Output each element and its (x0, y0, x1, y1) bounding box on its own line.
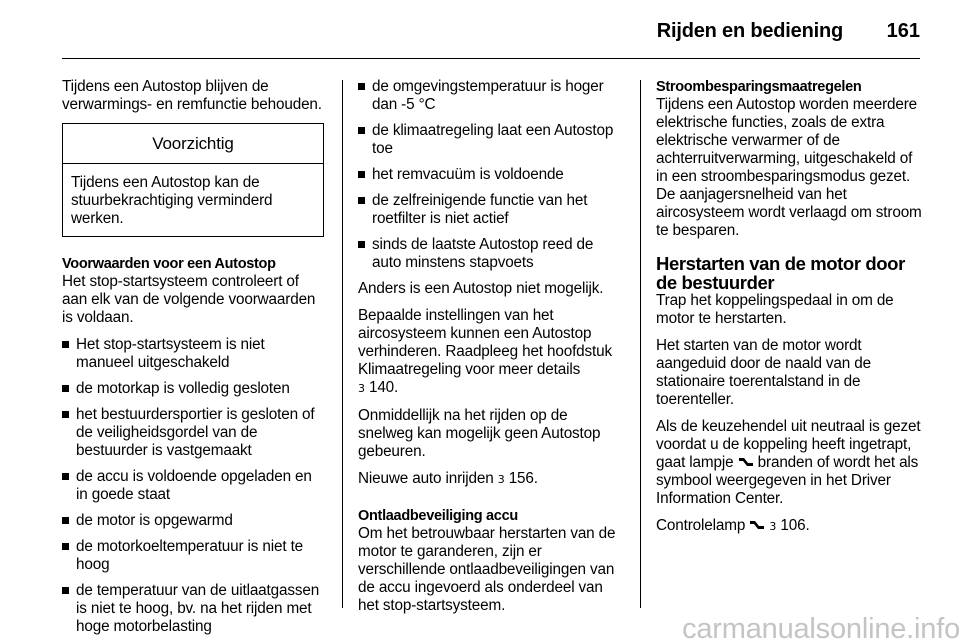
page-ref-arrow-icon: 3 (769, 520, 777, 533)
control-lamp-page-ref[interactable]: 106. (780, 517, 810, 534)
list-item: het bestuurdersportier is gesloten of de veiligheidsgordel van de bestuurder is vastgemaakt (62, 406, 324, 460)
new-car-text: Nieuwe auto inrijden (358, 470, 494, 487)
new-car-paragraph (358, 470, 624, 489)
list-item: de klimaatregeling laat een Autostop toe (358, 122, 624, 158)
warning-body: Tijdens een Autostop kan de stuurbekrachtiging verminderd werken. (71, 174, 273, 227)
stop-start-lamp-icon (738, 456, 754, 468)
restart-paragraph-3 (656, 418, 922, 508)
settings-page-ref[interactable]: 140. (368, 379, 399, 396)
list-item: de accu is voldoende opgeladen en in goede staat (62, 468, 324, 504)
page-ref-arrow-icon: 3 (358, 382, 365, 395)
list-item: het remvacuüm is voldoende (358, 166, 624, 184)
list-item: de motor is opgewarmd (62, 512, 324, 530)
list-item: de omgevingstemperatuur is hoger dan -5 °C (358, 78, 624, 114)
control-lamp-text: Controlelamp (656, 517, 746, 534)
warning-title: Voorzichtig (63, 124, 323, 164)
column-1 (62, 78, 324, 644)
discharge-body: Om het betrouwbaar herstarten van de motor te garanderen, zijn er verschillende ontlaadbeveiligingen van de accu ingevoerd als onderdeel van het stop-startsysteem. (358, 525, 616, 614)
conditions-intro: Het stop-startsysteem controleert of aan elk van de volgende voorwaarden is voldaan. (62, 273, 316, 326)
restart-p3-text-before: Als de keuzehendel uit neutraal is gezet voordat u de koppeling heeft ingetrapt, gaat lampje (656, 418, 921, 471)
restart-heading: Herstarten van de motor door de bestuurder (656, 253, 905, 293)
conditions-heading: Voorwaarden voor een Autostop (62, 256, 276, 272)
settings-paragraph (358, 307, 624, 398)
warning-box (62, 123, 324, 237)
intro-paragraph: Tijdens een Autostop blijven de verwarmings- en remfunctie behouden. (62, 78, 322, 113)
page-number: 161 (886, 20, 920, 42)
list-item: Het stop-startsysteem is niet manueel uitgeschakeld (62, 336, 324, 372)
column-3 (656, 78, 922, 545)
list-item: de motorkoeltemperatuur is niet te hoog (62, 538, 324, 574)
column-divider-2 (640, 80, 641, 608)
highway-paragraph: Onmiddellijk na het rijden op de snelweg kan mogelijk geen Autostop gebeuren. (358, 407, 601, 460)
otherwise-paragraph: Anders is een Autostop niet mogelijk. (358, 280, 604, 297)
header-rule (62, 58, 920, 59)
power-saving-heading: Stroombesparingsmaatregelen (656, 79, 862, 95)
list-item: de zelfreinigende functie van het roetfilter is niet actief (358, 192, 624, 228)
page-header (0, 0, 960, 58)
column-2 (358, 78, 624, 624)
control-lamp-paragraph (656, 517, 922, 536)
list-item: sinds de laatste Autostop reed de auto minstens stapvoets (358, 236, 624, 272)
new-car-page-ref[interactable]: 156. (508, 470, 538, 487)
conditions-list-continued (358, 78, 624, 272)
discharge-heading: Ontlaadbeveiliging accu (358, 508, 518, 524)
settings-text: Bepaalde instellingen van het aircosysteem kunnen een Autostop verhinderen. Raadpleeg het hoofdstuk Klimaatregeling voor meer details (358, 307, 612, 378)
stop-start-lamp-icon (749, 519, 765, 531)
restart-paragraph-1: Trap het koppelingspedaal in om de motor te herstarten. (656, 292, 894, 327)
list-item: de motorkap is volledig gesloten (62, 380, 324, 398)
page-ref-arrow-icon: 3 (497, 473, 505, 486)
header-title: Rijden en bediening (656, 20, 843, 42)
list-item: de temperatuur van de uitlaatgassen is niet te hoog, bv. na het rijden met hoge motorbelasting (62, 582, 324, 636)
watermark (580, 608, 960, 642)
restart-paragraph-2: Het starten van de motor wordt aangeduid door de naald van de stationaire toerentalstand in de toerenteller. (656, 337, 871, 408)
power-saving-body: Tijdens een Autostop worden meerdere elektrische functies, zoals de extra elektrische verwarmer of de achterruitverwarming, uitgeschakeld of in een stroombesparingsmodus gezet. De aanjagersnelheid van het aircosysteem wordt verlaagd om stroom te besparen. (656, 96, 922, 239)
conditions-list (62, 336, 324, 636)
watermark-text: carmanualsonline.info (682, 613, 960, 642)
restart-p3-text-after: branden of wordt het als symbool weergegeven in het Driver Information Center. (656, 454, 919, 507)
column-divider-1 (342, 80, 343, 608)
